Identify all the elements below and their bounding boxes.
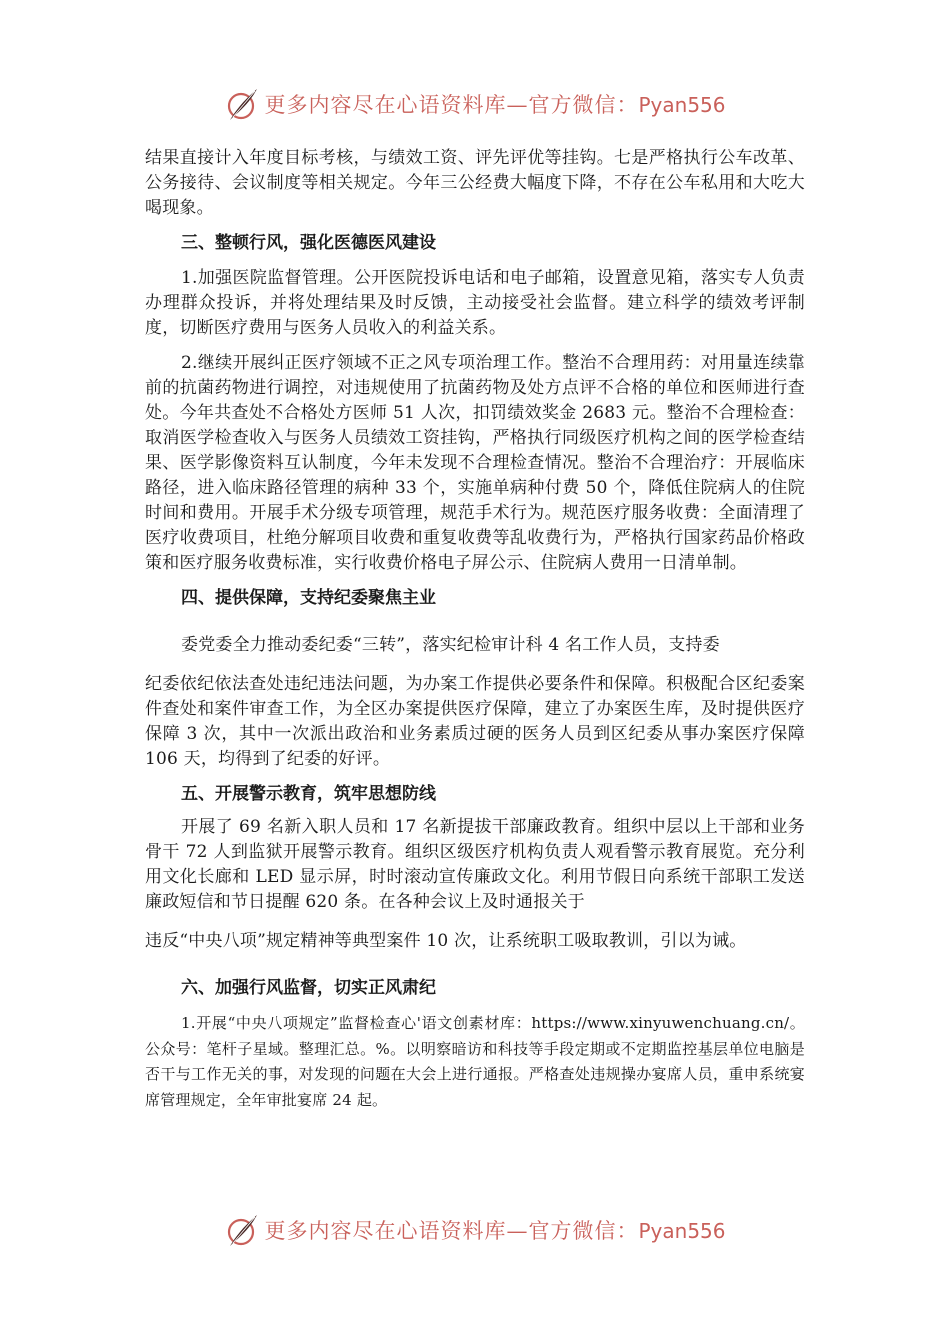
banner-text: 更多内容尽在心语资料库—官方微信：Pyan556 [264, 93, 726, 117]
wechat-id: Pyan556 [638, 93, 726, 117]
paragraph: 委党委全力推动委纪委“三转”，落实纪检审计科 4 名工作人员，支持委 [181, 635, 720, 655]
banner-text: 更多内容尽在心语资料库—官方微信：Pyan556 [264, 1219, 726, 1243]
section-heading-6: 六、加强行风监督，切实正风肃纪 [181, 978, 436, 998]
section-heading-4: 四、提供保障，支持纪委聚焦主业 [181, 588, 436, 608]
quill-logo-icon [224, 1212, 260, 1248]
document-body [145, 146, 805, 1113]
paragraph: 纪委依纪依法查处违纪违法问题，为办案工作提供必要条件和保障。积极配合区纪委案件查处和案件审查工作，为全区办案提供医疗保障，建立了办案医生库，及时提供医疗保障 3 次，其中一次派出政治和业务素质过硬的医务人员到区纪委从事办案医疗保障 106 天，均得到了纪委的好评。 [145, 674, 805, 769]
paragraph: 1.加强医院监督管理。公开医院投诉电话和电子邮箱，设置意见箱，落实专人负责办理群众投诉，并将处理结果及时反馈，主动接受社会监督。建立科学的绩效考评制度，切断医疗费用与医务人员收入的利益关系。 [145, 268, 805, 338]
header-banner [0, 84, 950, 124]
quill-logo-icon [224, 86, 260, 122]
paragraph: 1.开展“中央八项规定”监督检查心'语文创素材库：https://www.xinyuwenchuang.cn/。公众号：笔杆子星域。整理汇总。%。以明察暗访和科技等手段定期或不定期监控基层单位电脑是否干与工作无关的事，对发现的问题在大会上进行通报。严格查处违规操办宴席人员，重申系统宴席管理规定，全年审批宴席 24 起。 [145, 1014, 805, 1109]
paragraph: 开展了 69 名新入职人员和 17 名新提拔干部廉政教育。组织中层以上干部和业务骨干 72 人到监狱开展警示教育。组织区级医疗机构负责人观看警示教育展览。充分利用文化长廊和 LED 显示屏，时时滚动宣传廉政文化。利用节假日向系统干部职工发送廉政短信和节日提醒 620 条。在各种会议上及时通报关于 [145, 817, 805, 912]
footer-banner [0, 1210, 950, 1250]
section-heading-5: 五、开展警示教育，筑牢思想防线 [181, 784, 436, 804]
paragraph: 违反“中央八项”规定精神等典型案件 10 次，让系统职工吸取教训，引以为诫。 [145, 931, 747, 951]
paragraph: 结果直接计入年度目标考核，与绩效工资、评先评优等挂钩。七是严格执行公车改革、公务接待、会议制度等相关规定。今年三公经费大幅度下降，不存在公车私用和大吃大喝现象。 [145, 148, 805, 218]
section-heading-3: 三、整顿行风，强化医德医风建设 [181, 233, 436, 253]
paragraph: 2.继续开展纠正医疗领域不正之风专项治理工作。整治不合理用药：对用量连续靠前的抗菌药物进行调控，对违规使用了抗菌药物及处方点评不合格的单位和医师进行查处。今年共查处不合格处方医师 51 人次，扣罚绩效奖金 2683 元。整治不合理检查：取消医学检查收入与医务人员绩效工资挂钩，严格执行同级医疗机构之间的医学检查结果、医学影像资料互认制度，今年未发现不合理检查情况。整治不合理治疗：开展临床路径，进入临床路径管理的病种 33 个，实施单病种付费 50 个，降低住院病人的住院时间和费用。开展手术分级专项管理，规范手术行为。规范医疗服务收费：全面清理了医疗收费项目，杜绝分解项目收费和重复收费等乱收费行为，严格执行国家药品价格政策和医疗服务收费标准，实行收费价格电子屏公示、住院病人费用一日清单制。 [145, 353, 805, 573]
wechat-id: Pyan556 [638, 1219, 726, 1243]
